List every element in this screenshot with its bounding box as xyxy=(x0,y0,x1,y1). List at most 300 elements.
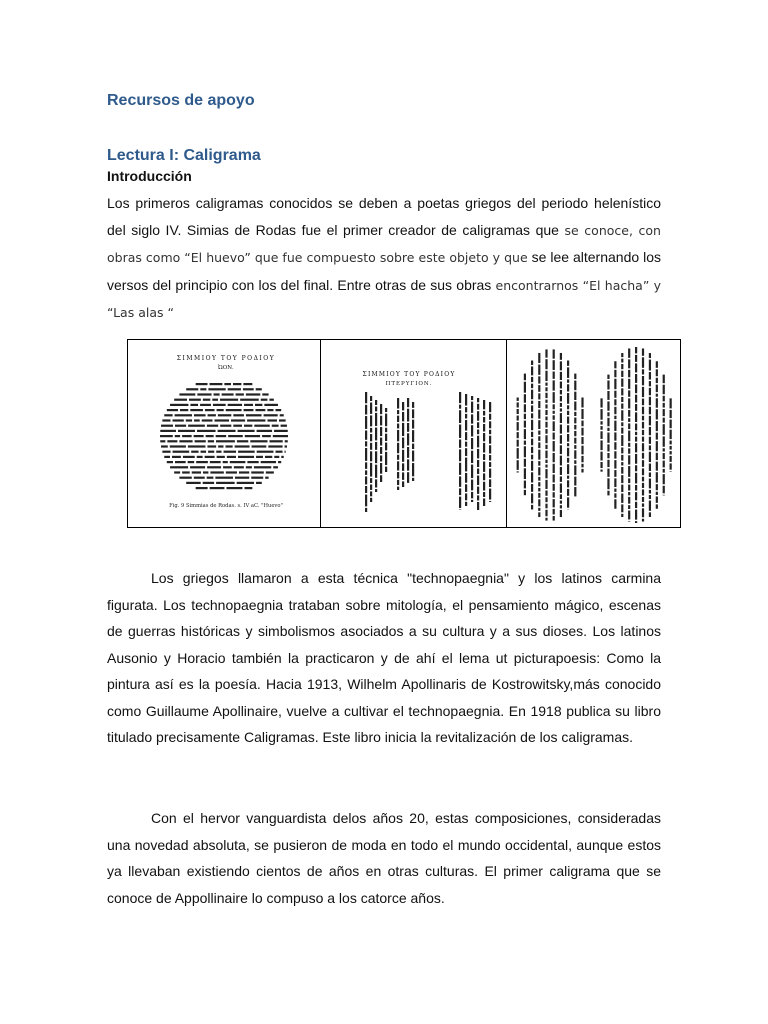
egg-text-line xyxy=(167,409,178,411)
wings-text-line xyxy=(477,430,479,435)
wings-text-line xyxy=(483,492,485,497)
egg-text-line xyxy=(247,461,258,463)
egg-text-line xyxy=(251,471,264,473)
egg-subtitle: ὨΟΝ. xyxy=(218,365,234,371)
oval-text-line xyxy=(600,426,602,430)
oval-text-line xyxy=(524,481,526,489)
oval-text-line xyxy=(538,512,540,517)
oval-text-line xyxy=(553,411,555,414)
oval-text-line xyxy=(581,421,583,427)
egg-text-line xyxy=(257,430,272,432)
oval-text-line xyxy=(517,440,519,447)
oval-text-line xyxy=(642,348,644,355)
egg-text-line xyxy=(256,482,262,484)
oval-text-line xyxy=(545,422,547,428)
oval-text-line xyxy=(656,398,658,407)
oval-text-line xyxy=(635,395,637,403)
oval-text-line xyxy=(600,452,602,461)
wings-text-line xyxy=(477,495,479,500)
oval-text-line xyxy=(656,504,658,508)
wings-text-line xyxy=(459,410,461,423)
oval-text-line xyxy=(642,387,644,397)
oval-text-line xyxy=(621,364,623,369)
egg-text-line xyxy=(191,451,198,453)
wings-text-line xyxy=(397,472,399,478)
egg-text-line xyxy=(210,383,223,385)
oval-text-line xyxy=(560,456,562,466)
oval-text-line xyxy=(600,431,602,439)
oval-text-line xyxy=(538,461,540,466)
oval-text-line xyxy=(545,465,547,468)
egg-text-line xyxy=(190,409,203,411)
wings-text-line xyxy=(370,396,372,401)
wings-text-line xyxy=(471,425,473,436)
oval-text-line xyxy=(656,421,658,431)
wings-text-line xyxy=(489,462,491,467)
egg-text-line xyxy=(218,414,231,416)
oval-text-line xyxy=(656,394,658,397)
oval-text-line xyxy=(642,508,644,517)
oval-text-line xyxy=(517,416,519,421)
oval-text-line xyxy=(656,462,658,471)
egg-text-line xyxy=(234,466,244,468)
egg-text-line xyxy=(254,425,269,427)
oval-text-line xyxy=(635,492,637,500)
egg-caption: Fig. 9 Simmias de Rodas. s. IV aC. "Huevo" xyxy=(169,503,283,509)
wings-text-line xyxy=(407,459,409,470)
wings-text-line xyxy=(380,427,382,436)
egg-text-line xyxy=(202,419,213,421)
oval-text-line xyxy=(628,398,630,408)
oval-text-line xyxy=(663,375,665,384)
oval-text-line xyxy=(567,464,569,474)
oval-text-line xyxy=(545,469,547,478)
wings-text-line xyxy=(465,502,467,506)
egg-text-line xyxy=(196,487,208,489)
oval-text-line xyxy=(567,443,569,446)
egg-text-line xyxy=(216,451,221,453)
oval-text-line xyxy=(545,429,547,434)
oval-text-line xyxy=(560,408,562,411)
oval-text-line xyxy=(538,508,540,511)
egg-text-line xyxy=(174,399,187,401)
wings-text-line xyxy=(465,458,467,472)
oval-text-line xyxy=(621,462,623,465)
oval-text-line xyxy=(560,381,562,388)
wings-text-line xyxy=(385,452,387,465)
oval-text-line xyxy=(538,410,540,419)
egg-text-line xyxy=(272,425,279,427)
oval-text-line xyxy=(545,497,547,502)
oval-text-line xyxy=(524,414,526,419)
oval-text-line xyxy=(545,518,547,521)
oval-text-line xyxy=(560,413,562,423)
wings-text-line xyxy=(459,425,461,438)
oval-text-line xyxy=(574,465,576,475)
egg-text-line xyxy=(210,461,221,463)
wings-text-line xyxy=(477,469,479,474)
oval-text-line xyxy=(553,433,555,440)
oval-text-line xyxy=(560,353,562,360)
oval-text-line xyxy=(670,430,672,439)
oval-text-line xyxy=(656,369,658,376)
oval-text-line xyxy=(635,521,637,523)
egg-text-line xyxy=(254,466,271,468)
egg-text-line xyxy=(170,445,186,447)
oval-text-line xyxy=(524,490,526,495)
wings-text-line xyxy=(489,430,491,434)
oval-text-line xyxy=(538,450,540,460)
oval-text-line xyxy=(607,491,609,496)
oval-text-line xyxy=(628,379,630,389)
egg-text-line xyxy=(261,461,276,463)
oval-text-line xyxy=(649,495,651,499)
egg-calligram-image xyxy=(128,340,321,527)
egg-text-line xyxy=(237,440,248,442)
egg-text-line xyxy=(246,414,262,416)
wings-text-line xyxy=(471,500,473,502)
wings-text-line xyxy=(365,495,367,507)
oval-text-line xyxy=(635,485,637,491)
wings-text-line xyxy=(477,476,479,486)
oval-text-line xyxy=(642,376,644,385)
oval-text-line xyxy=(621,422,623,426)
egg-text-line xyxy=(230,461,246,463)
egg-text-line xyxy=(160,440,165,442)
egg-text-line xyxy=(208,451,214,453)
oval-text-line xyxy=(545,490,547,495)
oval-text-line xyxy=(621,388,623,395)
egg-text-line xyxy=(175,414,192,416)
egg-text-line xyxy=(246,393,260,395)
oval-text-line xyxy=(649,501,651,511)
oval-text-line xyxy=(656,385,658,393)
oval-text-line xyxy=(663,448,665,451)
oval-calligram-image xyxy=(507,340,680,527)
egg-text-line xyxy=(186,388,198,390)
wings-text-line xyxy=(465,414,467,419)
oval-text-line xyxy=(567,379,569,382)
oval-text-line xyxy=(538,385,540,392)
egg-text-line xyxy=(273,466,278,468)
egg-text-line xyxy=(178,430,195,432)
egg-text-line xyxy=(275,451,282,453)
oval-text-line xyxy=(538,393,540,399)
egg-text-line xyxy=(179,477,191,479)
oval-text-line xyxy=(574,487,576,496)
wings-text-line xyxy=(489,489,491,500)
wings-calligram-image xyxy=(321,340,507,527)
oval-text-line xyxy=(607,460,609,467)
wings-text-line xyxy=(477,411,479,421)
oval-text-line xyxy=(635,443,637,452)
wings-text-line xyxy=(465,473,467,483)
oval-text-line xyxy=(545,410,547,415)
egg-text-line xyxy=(210,471,223,473)
oval-text-line xyxy=(649,445,651,450)
egg-text-line xyxy=(197,393,211,395)
oval-text-line xyxy=(607,469,609,477)
oval-text-line xyxy=(538,353,540,363)
intro-text-4: encontrarnos “El hacha” y “Las alas “ xyxy=(107,277,662,320)
oval-text-line xyxy=(621,428,623,434)
egg-text-line xyxy=(224,383,231,385)
oval-text-line xyxy=(635,363,637,372)
wings-text-line xyxy=(375,442,377,450)
oval-text-line xyxy=(567,384,569,391)
wings-text-line xyxy=(489,414,491,420)
wings-text-line xyxy=(370,451,372,461)
wings-text-line xyxy=(459,497,461,508)
oval-text-line xyxy=(574,392,576,400)
egg-text-line xyxy=(173,451,190,453)
wings-text-line xyxy=(407,398,409,407)
wings-text-line xyxy=(370,463,372,477)
oval-text-line xyxy=(545,383,547,386)
oval-text-line xyxy=(531,484,533,492)
egg-text-line xyxy=(164,414,172,416)
oval-text-line xyxy=(628,370,630,377)
egg-text-line xyxy=(207,445,216,447)
wings-text-line xyxy=(380,475,382,482)
oval-text-line xyxy=(531,432,533,437)
oval-text-line xyxy=(531,405,533,411)
wings-text-line xyxy=(385,443,387,451)
oval-text-line xyxy=(517,460,519,470)
egg-text-line xyxy=(220,425,231,427)
oval-text-line xyxy=(553,464,555,473)
oval-text-line xyxy=(607,375,609,379)
oval-text-line xyxy=(560,372,562,380)
oval-text-line xyxy=(649,353,651,358)
egg-text-line xyxy=(194,419,200,421)
oval-text-line xyxy=(600,398,602,407)
oval-text-line xyxy=(567,458,569,463)
wings-text-line xyxy=(477,449,479,458)
oval-text-line xyxy=(656,453,658,460)
wings-text-line xyxy=(365,486,367,493)
egg-text-line xyxy=(238,451,255,453)
egg-text-line xyxy=(192,471,201,473)
oval-text-line xyxy=(607,391,609,400)
oval-text-lines xyxy=(517,347,672,523)
wings-text-line xyxy=(471,465,473,479)
oval-text-line xyxy=(524,382,526,393)
oval-text-line xyxy=(545,387,547,391)
wings-text-line xyxy=(483,473,485,480)
egg-text-line xyxy=(226,409,242,411)
wings-text-line xyxy=(365,441,367,446)
oval-text-line xyxy=(567,476,569,479)
oval-text-line xyxy=(635,355,637,362)
wings-text-line xyxy=(459,509,461,510)
oval-text-line xyxy=(567,497,569,507)
egg-text-line xyxy=(188,461,195,463)
egg-text-line xyxy=(216,435,227,437)
egg-text-line xyxy=(182,471,190,473)
egg-text-line xyxy=(268,445,282,447)
oval-text-line xyxy=(531,439,533,446)
oval-text-line xyxy=(642,357,644,368)
oval-text-line xyxy=(642,399,644,406)
oval-text-line xyxy=(670,456,672,462)
wings-text-line xyxy=(375,428,377,441)
oval-text-line xyxy=(635,437,637,442)
wings-text-line xyxy=(385,414,387,427)
wings-text-line xyxy=(385,408,387,412)
oval-text-line xyxy=(649,360,651,371)
oval-text-line xyxy=(567,425,569,432)
oval-text-line xyxy=(560,396,562,401)
oval-text-line xyxy=(614,379,616,389)
wings-text-line xyxy=(489,402,491,412)
oval-text-line xyxy=(560,505,562,508)
oval-text-line xyxy=(649,437,651,444)
paragraph-technopaegnia: Los griegos llamaron a esta técnica "technopaegnia" y los latinos carmina figurata. Los technopaegnia trataban sobre mitología, el pensamiento mágico, escenas de guerras históricas y simbolismos asociados a su cultura y a sus dioses. Los latinos Ausonio y Horacio también la practicaron y de ahí el lema ut picturapoesis: Como la pintura así es la poesía. Hacia 1913, Wilhelm Apollinaris de Kostrowitsky,más conocido como Guillaume Apollinaire, vuelve a cultivar el technopaegnia. En 1918 publica su libro titulado precisamente Caligramas. Este libro inicia la revitalización de los caligramas. xyxy=(107,570,661,745)
wings-text-line xyxy=(370,428,372,433)
egg-text-line xyxy=(262,435,271,437)
wings-text-line xyxy=(465,420,467,431)
oval-text-line xyxy=(614,391,616,398)
oval-text-line xyxy=(670,446,672,450)
oval-text-line xyxy=(621,435,623,446)
oval-text-line xyxy=(607,453,609,458)
oval-text-line xyxy=(545,417,547,421)
oval-text-line xyxy=(635,510,637,520)
oval-text-line xyxy=(538,431,540,435)
wings-text-line xyxy=(385,434,387,441)
egg-text-line xyxy=(172,456,181,458)
oval-text-line xyxy=(649,427,651,435)
egg-text-line xyxy=(162,419,170,421)
egg-text-line xyxy=(182,435,192,437)
wings-text-line xyxy=(365,405,367,415)
oval-text-line xyxy=(567,480,569,487)
oval-text-line xyxy=(628,505,630,509)
egg-text-line xyxy=(197,430,216,432)
egg-text-line xyxy=(222,393,234,395)
wings-text-line xyxy=(412,430,414,442)
wings-text-line xyxy=(397,455,399,460)
oval-text-line xyxy=(517,402,519,407)
wings-text-line xyxy=(402,412,404,421)
oval-text-line xyxy=(545,451,547,459)
egg-text-line xyxy=(170,404,188,406)
wings-text-lines xyxy=(365,392,491,512)
oval-text-line xyxy=(524,429,526,439)
wings-text-line xyxy=(397,461,399,470)
oval-text-line xyxy=(649,388,651,395)
oval-text-line xyxy=(531,413,533,418)
oval-text-line xyxy=(635,473,637,484)
oval-text-line xyxy=(621,353,623,357)
oval-text-line xyxy=(649,490,651,494)
wings-text-line xyxy=(397,424,399,429)
oval-text-line xyxy=(621,494,623,503)
oval-text-line xyxy=(614,407,616,414)
egg-text-line xyxy=(227,456,236,458)
wings-text-line xyxy=(477,398,479,402)
oval-text-line xyxy=(642,430,644,435)
egg-text-line xyxy=(269,440,282,442)
wings-text-line xyxy=(375,489,377,492)
oval-text-line xyxy=(642,407,644,415)
egg-text-line xyxy=(278,461,281,463)
wings-text-line xyxy=(402,450,404,462)
reading-title: Lectura I: Caligrama xyxy=(107,147,261,164)
oval-text-line xyxy=(600,421,602,424)
oval-text-line xyxy=(635,432,637,435)
oval-text-line xyxy=(517,448,519,459)
wings-text-line xyxy=(489,436,491,444)
egg-text-line xyxy=(172,419,183,421)
wings-text-line xyxy=(365,416,367,429)
oval-text-line xyxy=(649,397,651,405)
egg-text-line xyxy=(208,388,225,390)
oval-text-line xyxy=(621,371,623,377)
oval-text-line xyxy=(621,378,623,386)
oval-text-line xyxy=(545,510,547,516)
oval-text-line xyxy=(553,475,555,483)
wings-text-line xyxy=(459,488,461,495)
wings-text-line xyxy=(471,451,473,463)
wings-text-line xyxy=(370,478,372,483)
wings-text-line xyxy=(375,400,377,405)
oval-text-line xyxy=(560,425,562,434)
oval-text-line xyxy=(531,472,533,482)
wings-text-line xyxy=(397,430,399,441)
oval-text-line xyxy=(581,464,583,468)
wings-text-line xyxy=(397,416,399,422)
oval-text-line xyxy=(663,396,665,402)
oval-text-line xyxy=(574,460,576,464)
wings-text-line xyxy=(375,451,377,463)
oval-text-line xyxy=(628,485,630,491)
egg-text-line xyxy=(180,409,188,411)
oval-text-line xyxy=(538,488,540,491)
wings-text-line xyxy=(365,430,367,439)
calligram-figure xyxy=(127,339,681,528)
egg-text-line xyxy=(194,477,205,479)
egg-text-line xyxy=(160,435,173,437)
wings-text-line xyxy=(365,392,367,403)
egg-text-line xyxy=(281,425,287,427)
oval-text-line xyxy=(628,418,630,422)
wings-text-line xyxy=(380,447,382,454)
wings-text-line xyxy=(477,404,479,410)
oval-text-line xyxy=(614,432,616,440)
oval-text-line xyxy=(635,404,637,411)
wings-text-line xyxy=(380,438,382,446)
wings-text-line xyxy=(385,467,387,472)
wings-text-line xyxy=(397,410,399,414)
oval-text-line xyxy=(560,445,562,454)
oval-text-line xyxy=(628,455,630,464)
egg-text-line xyxy=(161,445,168,447)
oval-text-line xyxy=(670,410,672,418)
egg-text-line xyxy=(175,435,180,437)
oval-text-line xyxy=(649,381,651,386)
egg-text-line xyxy=(167,440,177,442)
oval-text-line xyxy=(553,415,555,419)
egg-text-line xyxy=(208,414,216,416)
oval-text-line xyxy=(538,420,540,429)
egg-text-line xyxy=(213,404,226,406)
oval-text-line xyxy=(621,475,623,483)
oval-text-line xyxy=(656,472,658,482)
egg-text-line xyxy=(274,456,279,458)
egg-text-line xyxy=(266,471,274,473)
